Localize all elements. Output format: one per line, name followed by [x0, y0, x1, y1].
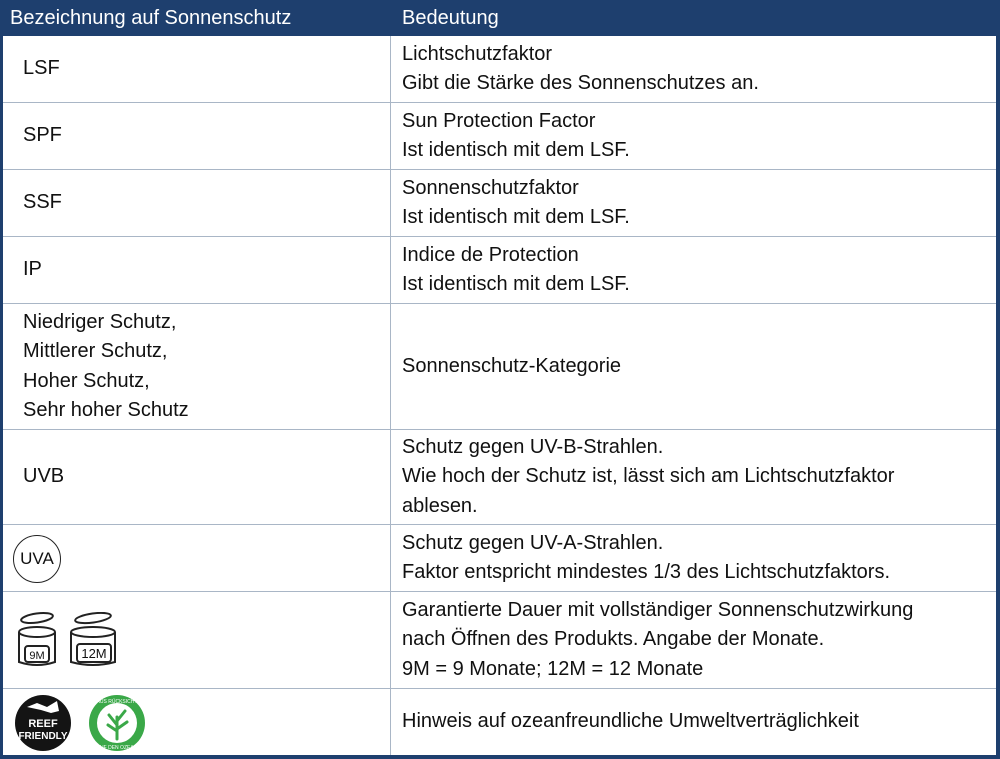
row-meaning: [402, 103, 630, 169]
row-label: UVB: [23, 465, 65, 488]
table-row: [3, 36, 996, 103]
ocean-badge-bottom-text: AUF DEN OZEAN: [96, 745, 138, 751]
uva-icon-text: UVA: [20, 549, 54, 568]
meaning-line: Hinweis auf ozeanfreundliche Umweltverträglichkeit: [402, 710, 859, 733]
meaning-line: Ist identisch mit dem LSF.: [402, 273, 630, 295]
table-row: [3, 170, 996, 237]
svg-text:REEF: REEF: [28, 718, 58, 730]
row-meaning: [402, 689, 859, 755]
meaning-line: Wie hoch der Schutz ist, lässt sich am Lichtschutzfaktor: [402, 465, 895, 488]
uva-circle-icon: [13, 535, 61, 583]
row-meaning: [402, 304, 621, 429]
row-meaning: [402, 36, 759, 102]
table-header: [0, 0, 1000, 36]
header-meaning: Bedeutung: [402, 7, 499, 29]
label-line: Hoher Schutz,: [23, 369, 150, 392]
svg-text:FRIENDLY: FRIENDLY: [18, 731, 68, 742]
label-line: Niedriger Schutz,: [23, 310, 177, 333]
meaning-line: Sonnenschutz-Kategorie: [402, 354, 622, 377]
meaning-line: Indice de Protection: [402, 243, 579, 266]
meaning-line: Gibt die Stärke des Sonnenschutzes an.: [402, 72, 759, 94]
meaning-line: nach Öffnen des Produkts. Angabe der Monate.: [402, 628, 825, 651]
meaning-line: 9M = 9 Monate; 12M = 12 Monate: [402, 657, 704, 680]
meaning-line: Ist identisch mit dem LSF.: [402, 139, 630, 161]
meaning-line: Garantierte Dauer mit vollständiger Sonnenschutzwirkung: [402, 598, 914, 621]
row-label: IP: [23, 258, 42, 281]
table-row: [3, 103, 996, 170]
table-row: [3, 525, 996, 592]
ocean-badge-top-text: AUS RÜCKSICHT: [96, 699, 138, 705]
row-label: LSF: [23, 57, 60, 80]
meaning-line: Ist identisch mit dem LSF.: [402, 206, 630, 228]
jar-12m-label: 12M: [81, 646, 107, 661]
row-meaning: [402, 430, 894, 524]
row-label: [23, 304, 189, 429]
open-jar-icons: [15, 612, 127, 670]
label-line: Mittlerer Schutz,: [23, 340, 168, 362]
meaning-line: Faktor entspricht mindestes 1/3 des Lichtschutzfaktors.: [402, 561, 890, 583]
header-label: Bezeichnung auf Sonnenschutz: [10, 7, 292, 29]
table-row: [3, 592, 996, 689]
meaning-line: ablesen.: [402, 494, 478, 517]
meaning-line: Lichtschutzfaktor: [402, 42, 553, 65]
row-meaning: [402, 525, 890, 591]
table-row: [3, 237, 996, 304]
meaning-line: Schutz gegen UV-A-Strahlen.: [402, 531, 664, 554]
table-row: [3, 430, 996, 525]
meaning-line: Sonnenschutzfaktor: [402, 176, 579, 199]
row-label: SSF: [23, 191, 62, 214]
row-meaning: [402, 170, 630, 236]
reef-friendly-logos: [13, 693, 147, 753]
meaning-line: Schutz gegen UV-B-Strahlen.: [402, 435, 664, 458]
ocean-badge-logo: [89, 695, 145, 751]
meaning-line: Sun Protection Factor: [402, 109, 596, 132]
reef-friendly-logo: [15, 695, 71, 751]
row-meaning: [402, 237, 630, 303]
table-body: [3, 36, 996, 755]
table-row: [3, 304, 996, 430]
jar-9m-label: 9M: [29, 650, 45, 662]
table-row: [3, 689, 996, 755]
row-meaning: [402, 592, 913, 688]
label-line: Sehr hoher Schutz: [23, 399, 189, 421]
row-label: SPF: [23, 124, 62, 147]
